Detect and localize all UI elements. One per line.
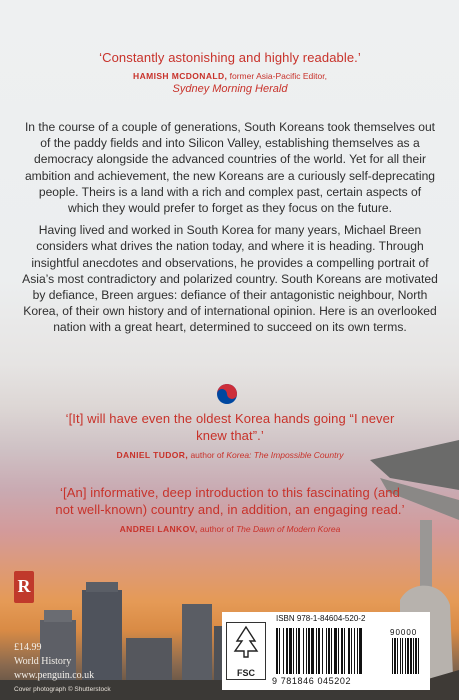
reviewer-prefix: author of [197, 524, 236, 534]
publisher-logo [14, 571, 34, 603]
taegeuk-icon [217, 384, 237, 404]
quote-attribution [60, 449, 400, 462]
cover-credit: Cover photograph © Shutterstock [14, 686, 111, 693]
reviewer-name: DANIEL TUDOR, [116, 450, 189, 460]
publisher-logo-letter: R [17, 576, 31, 596]
description-paragraph-2: Having lived and worked in South Korea for many years, Michael Breen considers what drives the nation today, and where it is heading. Through insightful anecdotes and observations, he provides a compelling portrait of Asia’s most contradictory and polarized country. South Koreans are motivated by defiance, Breen argues: defiance of their antagonistic neighbour, North Korea, of their own history and of international opinion. Here is an overlooked nation with a great heart, determined to succeed on its own terms. [22, 223, 438, 335]
quote-attribution [50, 523, 410, 536]
barcode-label [222, 612, 430, 690]
reviewer-work: Korea: The Impossible Country [226, 450, 344, 460]
fsc-label: FSC [237, 668, 255, 678]
barcode-digits: 9 781846 045202 [272, 676, 352, 686]
quote-attribution [40, 70, 420, 96]
price-block [14, 641, 94, 683]
isbn-text: ISBN 978-1-84604-520-2 [276, 614, 366, 623]
price-code: 90000 [390, 628, 418, 637]
reviewer-work: The Dawn of Modern Korea [235, 524, 341, 534]
reviewer-prefix: author of [188, 450, 227, 460]
lower-review-quote [50, 484, 410, 536]
price: £14.99 [14, 642, 42, 653]
fsc-tree-icon [227, 623, 265, 663]
publisher-url: www.penguin.co.uk [14, 670, 95, 681]
quote-text: ‘Constantly astonishing and highly readable.’ [99, 50, 361, 65]
quote-text: ‘[It] will have even the oldest Korea hands going “I never knew that”.’ [65, 411, 395, 443]
book-description [22, 119, 438, 342]
reviewer-source: Sydney Morning Herald [172, 83, 288, 95]
reviewer-name: HAMISH MCDONALD, [133, 71, 228, 81]
reviewer-title: former Asia-Pacific Editor, [227, 71, 327, 81]
quote-text: ‘[An] informative, deep introduction to this fascinating (and not well-known) country and, in addition, an engaging read.’ [55, 485, 405, 517]
category: World History [14, 656, 72, 667]
fsc-logo [226, 622, 266, 680]
top-review-quote [40, 50, 420, 96]
middle-review-quote [60, 410, 400, 462]
reviewer-name: ANDREI LANKOV, [119, 524, 198, 534]
description-paragraph-1: In the course of a couple of generations, South Koreans took themselves out of the paddy fields and into Silicon Valley, establishing themselves as a democracy alongside the advanced countries of the world. Yet for all their ambition and achievement, the new Koreans are a curiously self-deprecating people. Theirs is a land with a rich and complex past, certain aspects of which they would prefer to forget as they focus on the future. [24, 120, 436, 216]
